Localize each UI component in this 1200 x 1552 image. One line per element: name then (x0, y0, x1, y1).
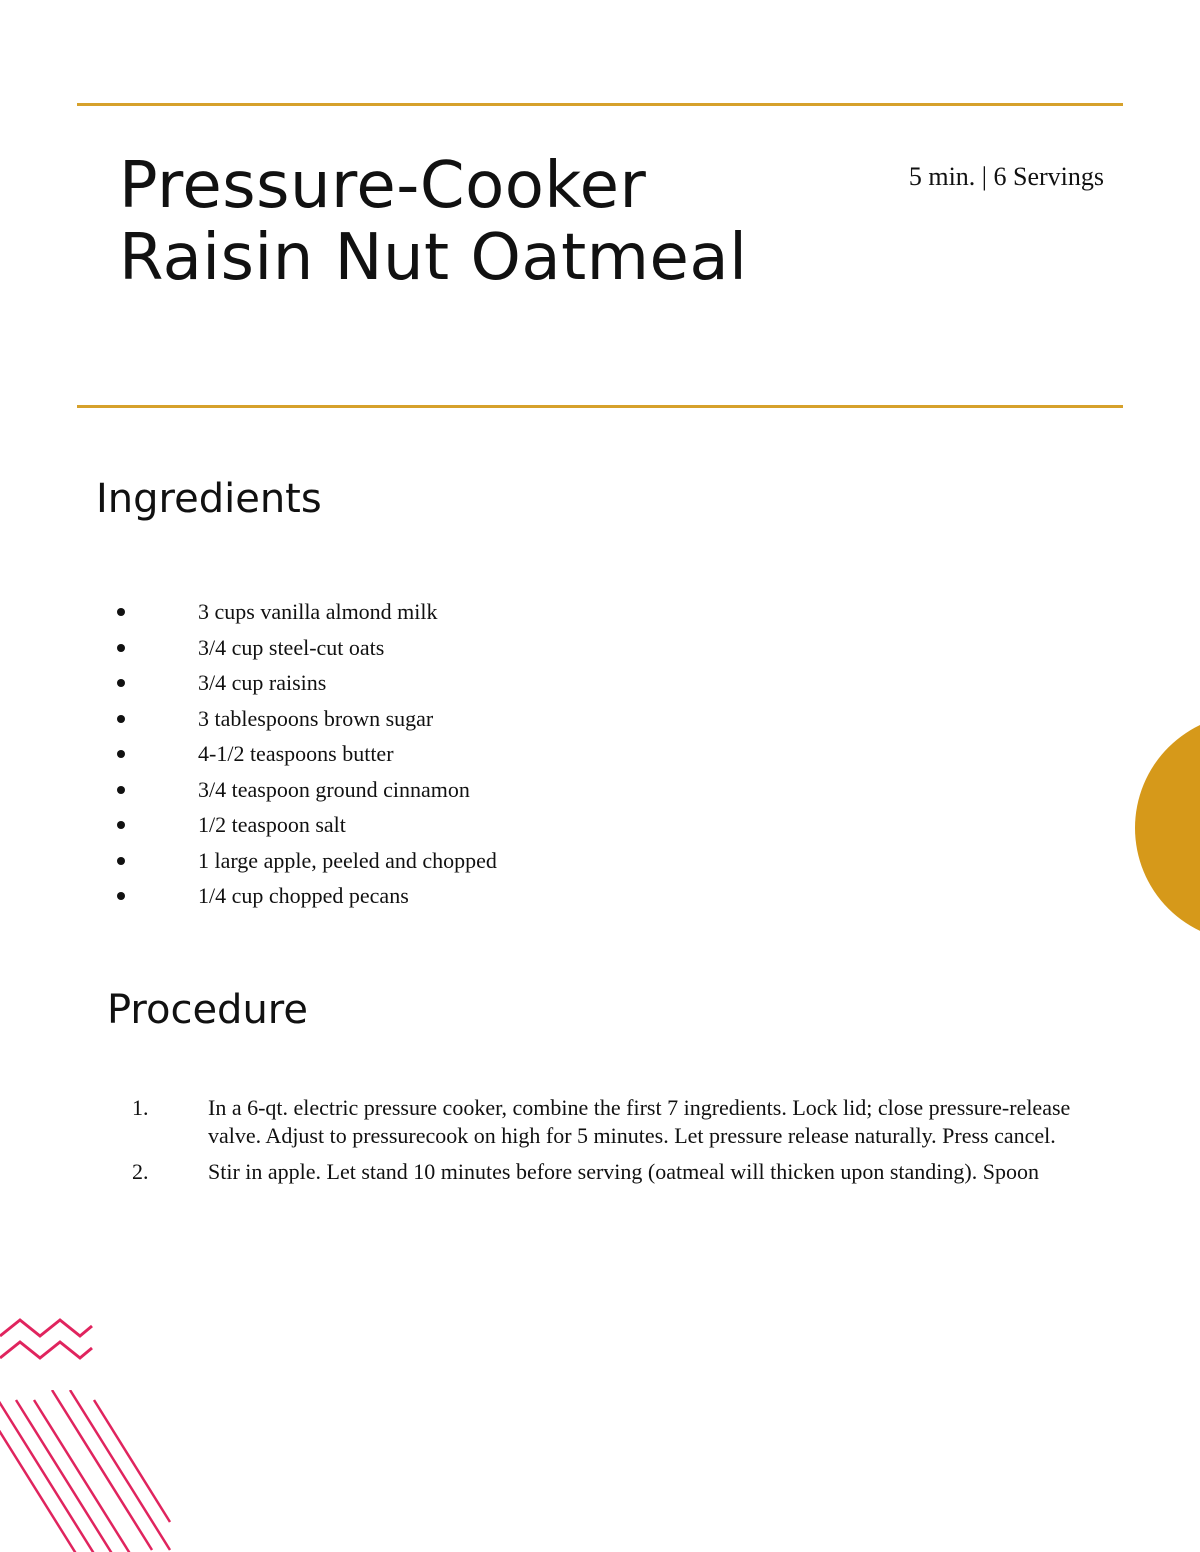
procedure-heading: Procedure (107, 987, 308, 1033)
ingredient-text: 1/2 teaspoon salt (198, 812, 346, 837)
ingredients-heading: Ingredients (96, 476, 322, 522)
title-line-1: Pressure-Cooker (119, 149, 647, 223)
ingredient-text: 3/4 cup steel-cut oats (198, 634, 385, 660)
step-number: 1. (132, 1095, 149, 1120)
ingredient-item (0, 843, 497, 879)
bottom-divider (77, 405, 1123, 408)
bullet-icon (117, 644, 125, 652)
ingredient-item (0, 807, 497, 843)
title-line-2: Raisin Nut Oatmeal (119, 221, 748, 295)
procedure-list (0, 1094, 1078, 1194)
ingredient-text: 3/4 teaspoon ground cinnamon (198, 776, 470, 802)
decorative-diagonal-stripes (0, 1390, 190, 1552)
ingredients-list (0, 594, 497, 914)
top-divider (77, 103, 1123, 106)
recipe-title (119, 150, 819, 294)
decorative-gold-circle (1135, 714, 1200, 942)
ingredient-text: 3 tablespoons brown sugar (198, 705, 434, 731)
bullet-icon (117, 857, 125, 865)
bullet-icon (117, 750, 125, 758)
ingredient-item (0, 665, 497, 701)
recipe-meta: 5 min. | 6 Servings (908, 162, 1104, 191)
bullet-icon (117, 786, 125, 794)
bullet-icon (117, 608, 125, 616)
decorative-zigzag (0, 1312, 100, 1362)
step-text: In a 6-qt. electric pressure cooker, combine the first 7 ingredients. Lock lid; close pressure-release valve. Adjust to pressurecook on high for 5 minutes. Let pressure release naturally. Press cancel. (208, 1095, 1071, 1148)
ingredient-text: 1 large apple, peeled and chopped (198, 847, 497, 873)
ingredient-text: 4-1/2 teaspoons butter (198, 741, 394, 766)
step-text: Stir in apple. Let stand 10 minutes before serving (oatmeal will thicken upon standing). Spoon (208, 1159, 1039, 1184)
ingredient-item (0, 701, 497, 737)
bullet-icon (117, 715, 125, 723)
step-number: 2. (132, 1159, 149, 1184)
ingredient-item (0, 878, 497, 914)
ingredient-text: 3 cups vanilla almond milk (198, 599, 438, 624)
ingredient-text: 3/4 cup raisins (198, 670, 327, 695)
ingredient-item (0, 594, 497, 630)
ingredient-item (0, 736, 497, 772)
ingredient-item (0, 772, 497, 808)
bullet-icon (117, 679, 125, 687)
procedure-step (0, 1158, 1078, 1186)
ingredient-text: 1/4 cup chopped pecans (198, 883, 409, 908)
bullet-icon (117, 892, 125, 900)
procedure-step (0, 1094, 1078, 1150)
bullet-icon (117, 821, 125, 829)
ingredient-item (0, 630, 497, 666)
